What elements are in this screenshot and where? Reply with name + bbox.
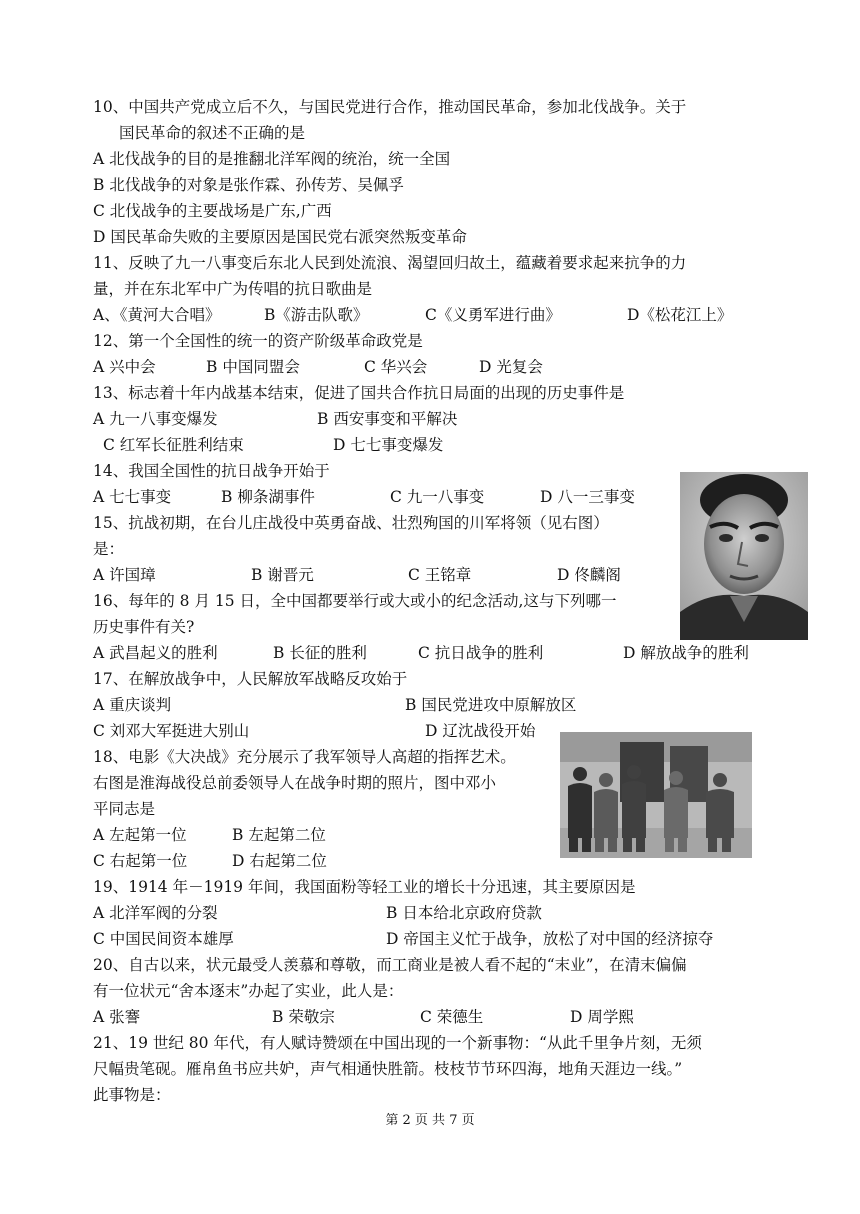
question-15-stem: 15、抗战初期，在台儿庄战役中英勇奋战、壮烈殉国的川军将领（见右图） xyxy=(93,514,609,532)
huaihai-leaders-group-photo xyxy=(560,732,752,858)
question-18-stem-cont2: 平同志是 xyxy=(93,800,156,818)
question-16-option-d: D 解放战争的胜利 xyxy=(623,644,749,662)
question-11-stem-cont: 量，并在东北军中广为传唱的抗日歌曲是 xyxy=(93,280,373,298)
question-21-stem-cont2: 此事物是： xyxy=(93,1086,171,1104)
question-15-stem-cont: 是： xyxy=(93,540,125,558)
question-11-stem: 11、反映了九一八事变后东北人民到处流浪、渴望回归故土，蕴藏着要求起来抗争的力 xyxy=(93,254,687,272)
question-15-option-c: C 王铭章 xyxy=(408,566,472,584)
question-13-option-a: A 九一八事变爆发 xyxy=(93,410,218,428)
question-18-stem: 18、电影《大决战》充分展示了我军领导人高超的指挥艺术。 xyxy=(93,748,516,766)
question-19-option-b: B 日本给北京政府贷款 xyxy=(386,904,542,922)
question-12-option-a: A 兴中会 xyxy=(93,358,156,376)
general-portrait-photo xyxy=(680,472,808,640)
question-13-stem: 13、标志着十年内战基本结束，促进了国共合作抗日局面的出现的历史事件是 xyxy=(93,384,625,402)
question-14-option-a: A 七七事变 xyxy=(93,488,172,506)
question-11-option-d: D《松花江上》 xyxy=(627,306,733,324)
question-10-stem: 10、中国共产党成立后不久，与国民党进行合作，推动国民革命，参加北伐战争。关于 xyxy=(93,98,687,116)
question-17-stem: 17、在解放战争中，人民解放军战略反攻始于 xyxy=(93,670,408,688)
question-13-option-b: B 西安事变和平解决 xyxy=(317,410,458,428)
question-12-option-d: D 光复会 xyxy=(479,358,543,376)
question-18-stem-cont: 右图是淮海战役总前委领导人在战争时期的照片，图中邓小 xyxy=(93,774,497,792)
question-18-option-d: D 右起第二位 xyxy=(232,852,327,870)
question-21-stem: 21、19 世纪 80 年代，有人赋诗赞颂在中国出现的一个新事物：“从此千里争片刻，无须 xyxy=(93,1034,702,1052)
question-11-option-b: B《游击队歌》 xyxy=(264,306,369,324)
question-16-option-b: B 长征的胜利 xyxy=(273,644,367,662)
question-18-option-b: B 左起第二位 xyxy=(232,826,326,844)
question-19-option-a: A 北洋军阀的分裂 xyxy=(93,904,218,922)
question-15-option-d: D 佟麟阁 xyxy=(557,566,621,584)
page-number-footer: 第 2 页 共 7 页 xyxy=(385,1113,475,1128)
question-12-stem: 12、第一个全国性的统一的资产阶级革命政党是 xyxy=(93,332,423,350)
question-18-option-a: A 左起第一位 xyxy=(93,826,187,844)
question-10-option-d: D 国民革命失败的主要原因是国民党右派突然叛变革命 xyxy=(93,228,467,246)
question-10-stem-cont: 国民革命的叙述不正确的是 xyxy=(119,124,306,142)
question-10-option-a: A 北伐战争的目的是推翻北洋军阀的统治，统一全国 xyxy=(93,150,451,168)
question-20-option-a: A 张謇 xyxy=(93,1008,141,1026)
question-20-stem-cont: 有一位状元“舍本逐末”办起了实业，此人是： xyxy=(93,982,404,1000)
question-17-option-a: A 重庆谈判 xyxy=(93,696,172,714)
question-16-option-a: A 武昌起义的胜利 xyxy=(93,644,218,662)
question-21-stem-cont: 尺幅贵笔砚。雁帛鱼书应共妒，声气相通快胜箭。枝枝节节环四海，地角天涯边一线。” xyxy=(93,1060,683,1078)
question-20-stem: 20、自古以来，状元最受人羡慕和尊敬，而工商业是被人看不起的“末业”，在清末偏偏 xyxy=(93,956,687,974)
question-14-option-b: B 柳条湖事件 xyxy=(221,488,315,506)
question-18-option-c: C 右起第一位 xyxy=(93,852,188,870)
question-16-stem-cont: 历史事件有关? xyxy=(93,618,195,636)
question-11-option-c: C《义勇军进行曲》 xyxy=(425,306,561,324)
question-16-option-c: C 抗日战争的胜利 xyxy=(418,644,544,662)
question-17-option-c: C 刘邓大军挺进大别山 xyxy=(93,722,250,740)
question-16-stem: 16、每年的 8 月 15 日，全中国都要举行或大或小的纪念活动,这与下列哪一 xyxy=(93,592,617,610)
question-19-option-d: D 帝国主义忙于战争，放松了对中国的经济掠夺 xyxy=(386,930,714,948)
question-20-option-d: D 周学熙 xyxy=(570,1008,634,1026)
question-10-option-c: C 北伐战争的主要战场是广东,广西 xyxy=(93,202,332,220)
question-15-option-a: A 许国璋 xyxy=(93,566,156,584)
question-12-option-b: B 中国同盟会 xyxy=(206,358,300,376)
question-13-option-d: D 七七事变爆发 xyxy=(333,436,444,454)
question-14-stem: 14、我国全国性的抗日战争开始于 xyxy=(93,462,330,480)
question-12-option-c: C 华兴会 xyxy=(364,358,428,376)
question-17-option-d: D 辽沈战役开始 xyxy=(425,722,536,740)
question-15-option-b: B 谢晋元 xyxy=(251,566,314,584)
question-13-option-c: C 红军长征胜利结束 xyxy=(103,436,244,454)
question-20-option-b: B 荣敬宗 xyxy=(272,1008,335,1026)
question-20-option-c: C 荣德生 xyxy=(420,1008,484,1026)
question-19-stem: 19、1914 年－1919 年间，我国面粉等轻工业的增长十分迅速，其主要原因是 xyxy=(93,878,636,896)
question-14-option-d: D 八一三事变 xyxy=(540,488,635,506)
question-11-option-a: A、《黄河大合唱》 xyxy=(93,306,221,324)
question-17-option-b: B 国民党进攻中原解放区 xyxy=(405,696,577,714)
question-10-option-b: B 北伐战争的对象是张作霖、孙传芳、吴佩孚 xyxy=(93,176,404,194)
question-14-option-c: C 九一八事变 xyxy=(390,488,485,506)
question-19-option-c: C 中国民间资本雄厚 xyxy=(93,930,234,948)
